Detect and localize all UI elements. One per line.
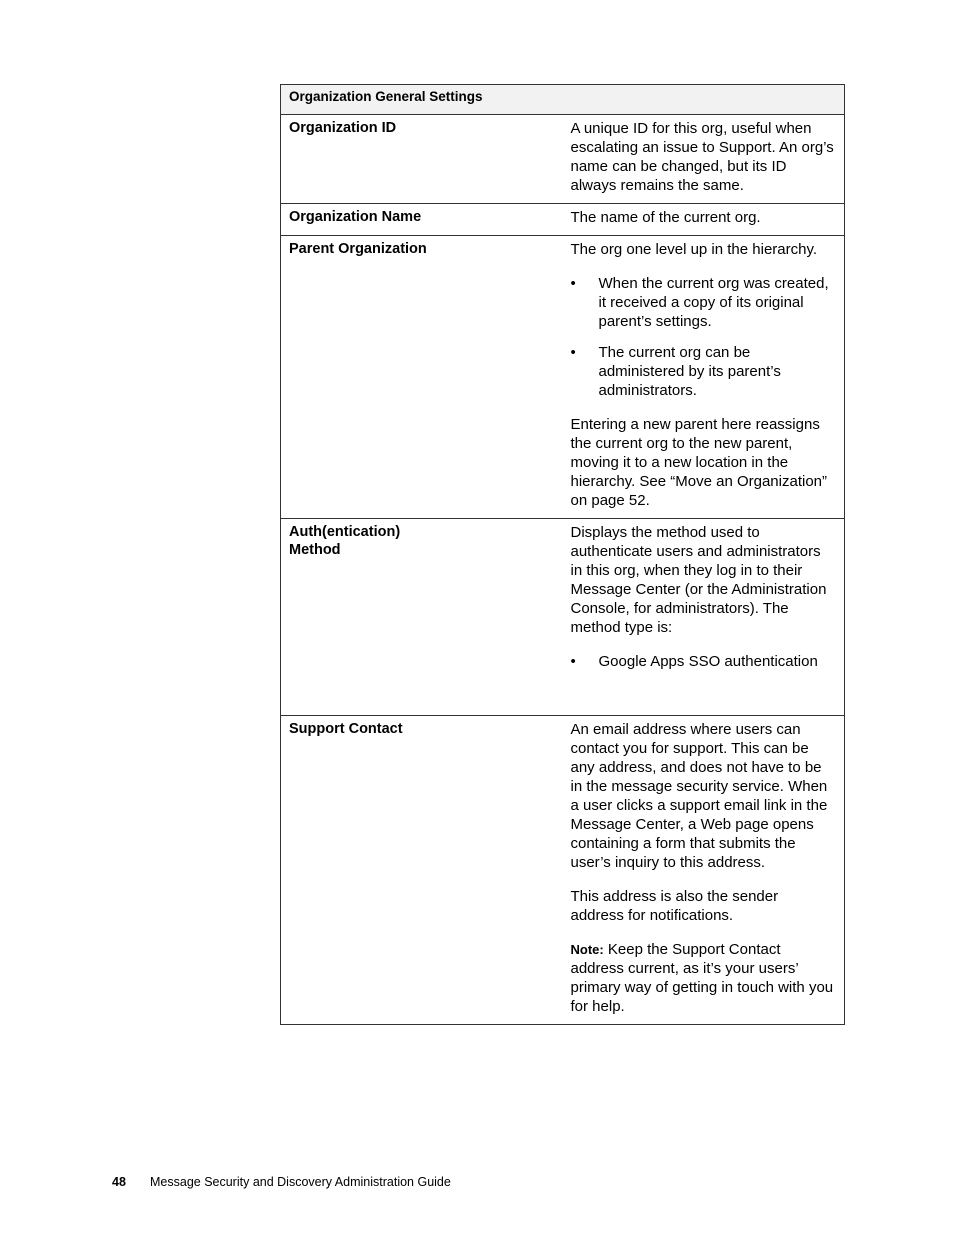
list-item: • The current org can be administered by its parent’s administrators. bbox=[570, 344, 781, 399]
setting-description-organization-name: The name of the current org. bbox=[570, 209, 761, 226]
bullet-icon: • bbox=[570, 344, 576, 361]
setting-label-organization-id: Organization ID bbox=[289, 120, 397, 136]
table-header-row bbox=[281, 85, 845, 115]
table-row bbox=[281, 519, 845, 716]
list-item: • When the current org was created, it received a copy of its original parent’s settings. bbox=[570, 275, 829, 330]
settings-table bbox=[280, 84, 845, 1025]
table-row bbox=[281, 716, 845, 1025]
setting-description-parent-intro: The org one level up in the hierarchy. bbox=[570, 241, 818, 258]
setting-label-auth-method: Auth(entication) Method bbox=[289, 524, 401, 558]
note-label: Note: bbox=[570, 942, 604, 957]
bullet-icon: • bbox=[570, 653, 576, 670]
setting-description-organization-id: A unique ID for this org, useful when escalating an issue to Support. An org’s name can be changed, but its ID always remains the same. bbox=[570, 120, 834, 194]
setting-label-organization-name: Organization Name bbox=[289, 209, 422, 225]
page-footer bbox=[112, 1174, 451, 1190]
bullet-list bbox=[571, 274, 835, 400]
table-row bbox=[281, 236, 845, 519]
setting-label-support-contact: Support Contact bbox=[289, 721, 403, 737]
setting-description-parent-closing: Entering a new parent here reassigns the current org to the new parent, moving it to a new location in the hierarchy. See “Move an Organization” on page 52. bbox=[570, 416, 828, 509]
list-item: • Google Apps SSO authentication bbox=[570, 653, 818, 670]
table-title: Organization General Settings bbox=[281, 85, 845, 115]
setting-description-auth-intro: Displays the method used to authenticate users and administrators in this org, when they log in to their Message Center (or the Administration Console, for administrators). The method type is: bbox=[570, 524, 827, 636]
note-text: Keep the Support Contact address current, as it’s your users’ primary way of getting in touch with you for help. bbox=[570, 941, 834, 1015]
setting-description-support-para2: This address is also the sender address for notifications. bbox=[570, 888, 779, 924]
support-note bbox=[571, 940, 835, 1016]
document-title: Message Security and Discovery Administration Guide bbox=[150, 1175, 451, 1189]
setting-label-parent-organization: Parent Organization bbox=[289, 241, 427, 257]
bullet-icon: • bbox=[570, 275, 576, 292]
page-number: 48 bbox=[112, 1175, 126, 1189]
setting-description-support-para1: An email address where users can contact you for support. This can be any address, and does not have to be in the message security service. When a user clicks a support email link in the Message Center, a Web page opens containing a form that submits the user’s inquiry to this address. bbox=[570, 721, 828, 871]
bullet-list bbox=[571, 652, 835, 671]
table-row bbox=[281, 204, 845, 236]
table-row bbox=[281, 115, 845, 204]
